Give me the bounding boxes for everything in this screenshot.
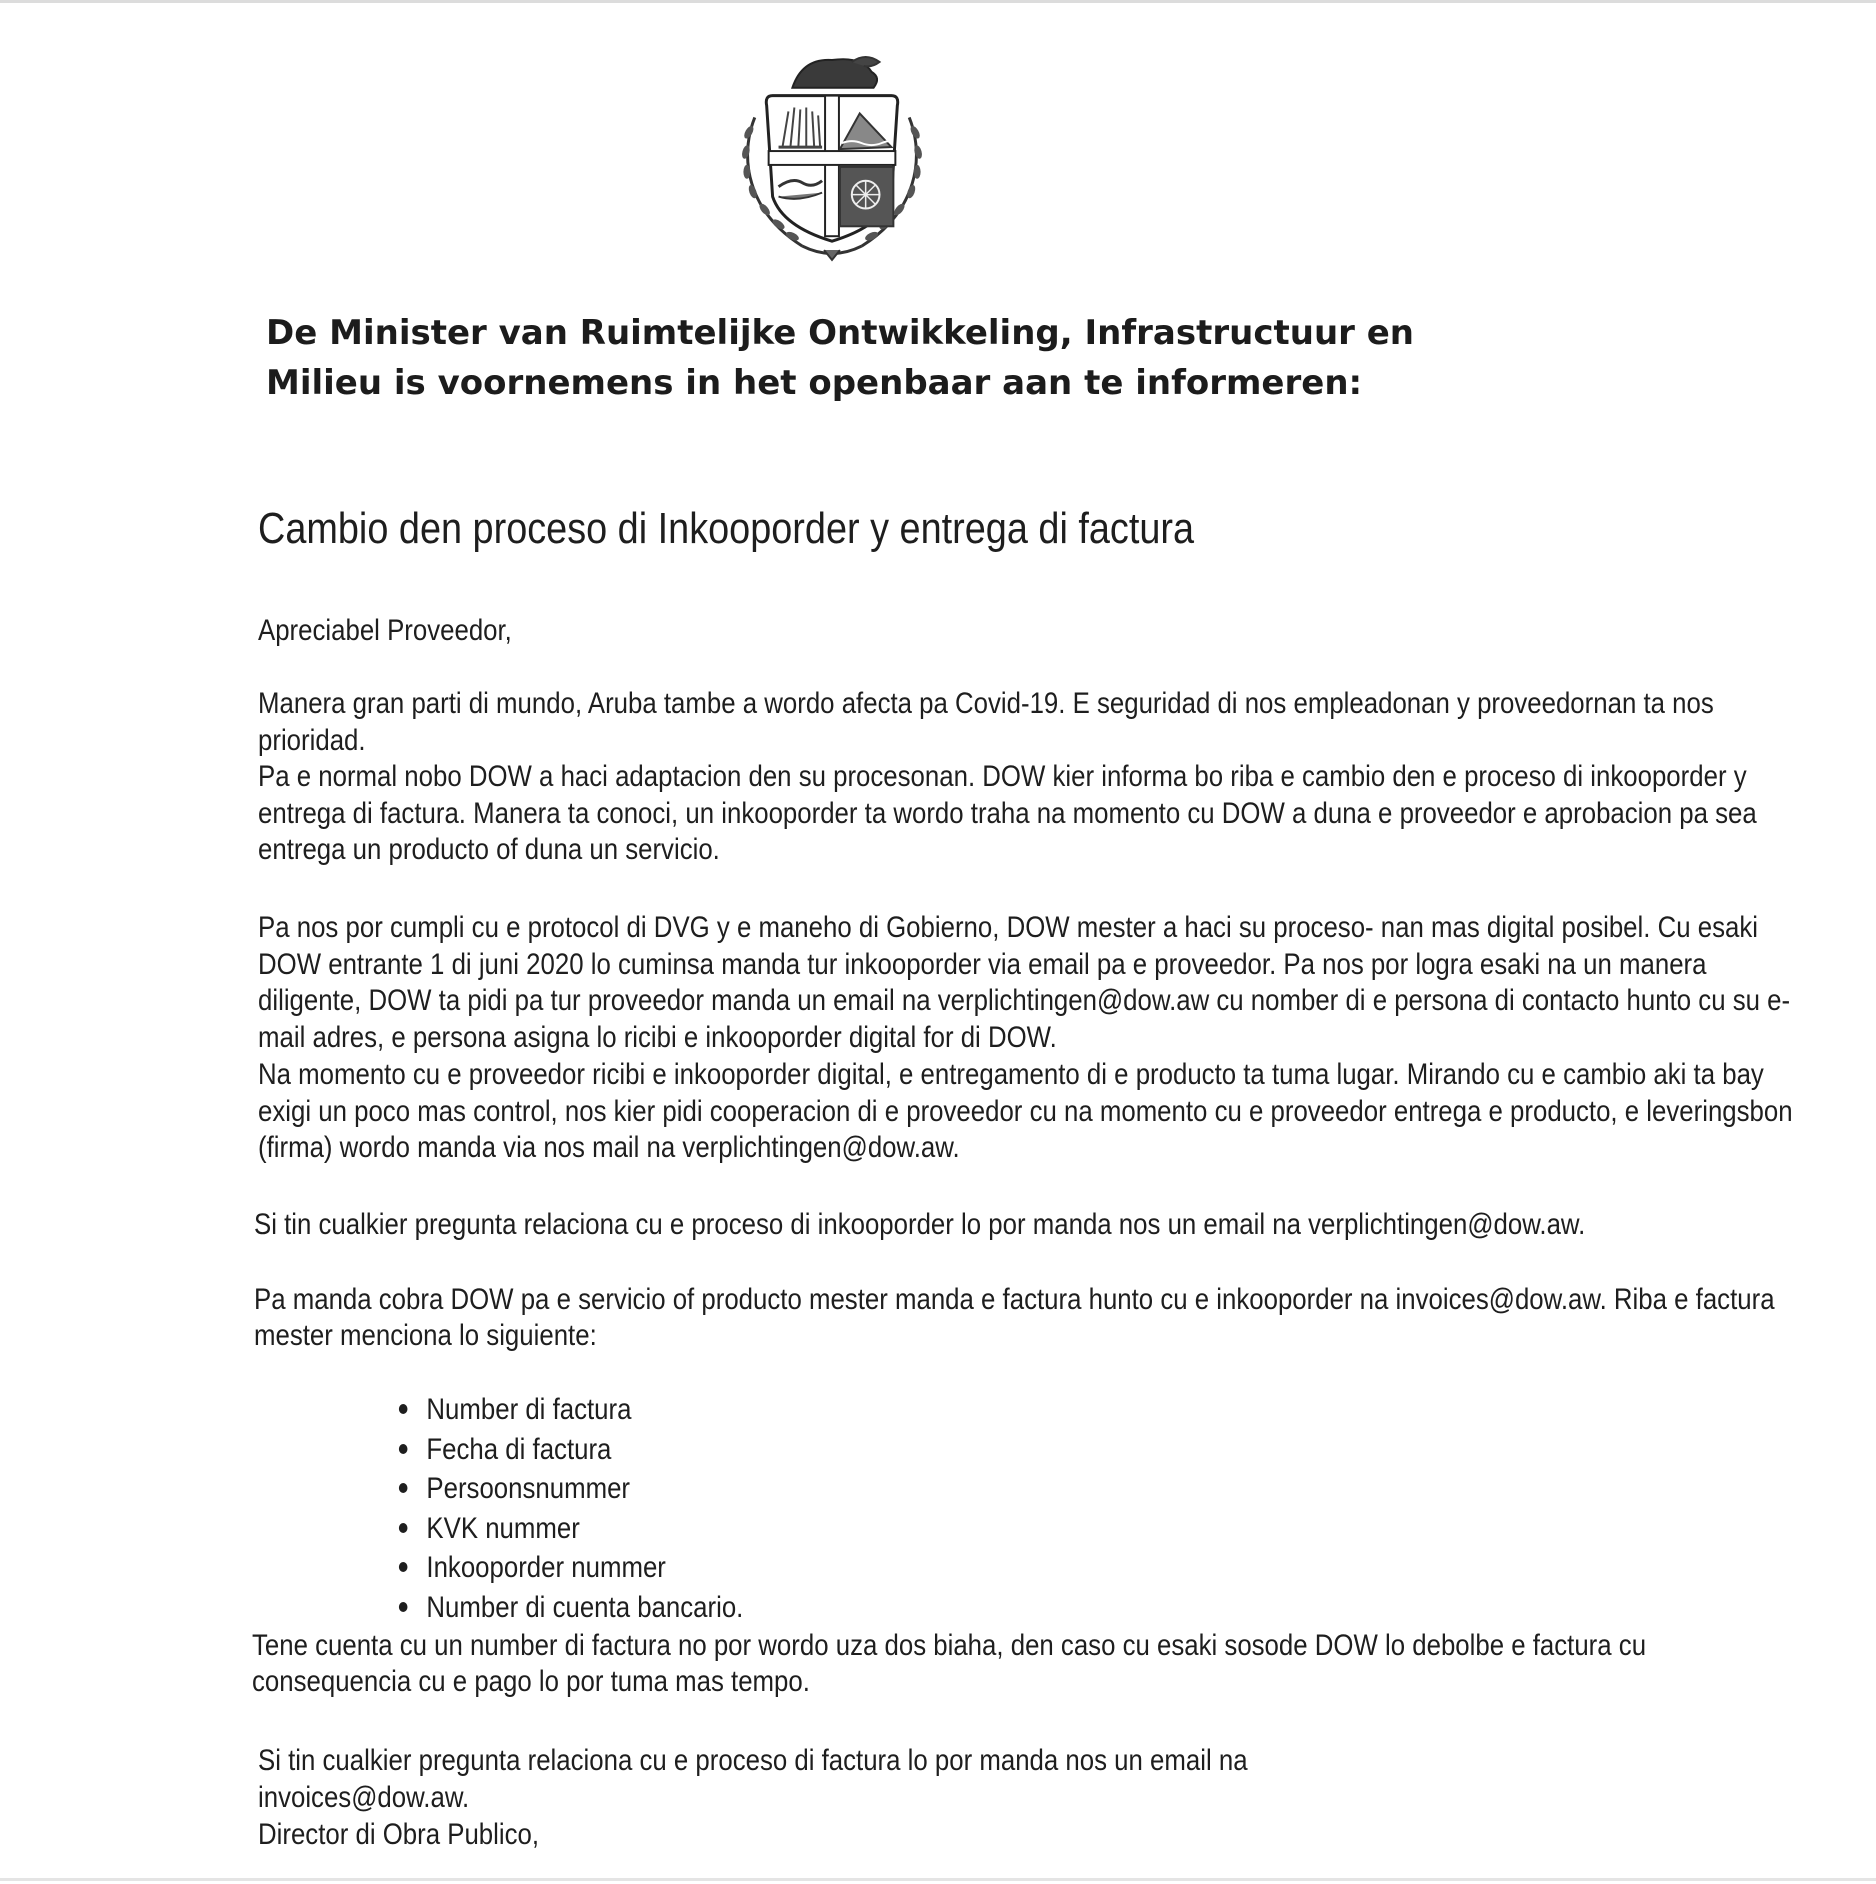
announcement-heading <box>266 308 1506 408</box>
paragraph-inkooporder-questions <box>254 1206 1585 1244</box>
text-line: mail adres, e persona asigna lo ricibi e inkooporder digital for di DOW. <box>258 1021 1057 1055</box>
list-item: Fecha di factura <box>392 1430 743 1470</box>
scan-edge-top <box>0 0 1876 3</box>
aruba-coat-of-arms-icon <box>733 48 931 266</box>
list-item: Number di factura <box>392 1390 743 1430</box>
text-line: diligente, DOW ta pidi pa tur proveedor manda un email na verplichtingen@dow.aw cu nomber di e persona di contacto hunto cu su e- <box>258 984 1791 1018</box>
text-line: entrega un producto of duna un servicio. <box>258 833 720 867</box>
text-line: Manera gran parti di mundo, Aruba tambe a wordo afecta pa Covid-19. E seguridad di nos empleadonan y proveedornan ta nos <box>258 687 1714 720</box>
text-line: Tene cuenta cu un number di factura no por wordo uza dos biaha, den caso cu esaki sosode DOW lo debolbe e factura cu <box>252 1629 1647 1662</box>
text-line: entrega di factura. Manera ta conoci, un inkooporder ta wordo traha na momento cu DOW a duna e proveedor e aprobacion pa sea <box>258 796 1757 830</box>
paragraph-covid <box>258 686 1757 869</box>
text-line: Na momento cu e proveedor ricibi e inkooporder digital, e entregamento di e producto ta tuma lugar. Mirando cu e cambio aki ta bay <box>258 1057 1764 1091</box>
scan-edge-bottom <box>0 1878 1876 1881</box>
text-line: Si tin cualkier pregunta relaciona cu e proceso di factura lo por manda nos un email na <box>258 1744 1248 1777</box>
heading-line: De Minister van Ruimtelijke Ontwikkeling, Infrastructuur en <box>266 313 1415 353</box>
text-line: (firma) wordo manda via nos mail na verplichtingen@dow.aw. <box>258 1131 960 1165</box>
paragraph-invoice-number-note <box>252 1628 1646 1700</box>
text-line: Si tin cualkier pregunta relaciona cu e proceso di inkooporder lo por manda nos un email na verplichtingen@dow.aw. <box>254 1208 1586 1241</box>
text-line: Pa nos por cumpli cu e protocol di DVG y e maneho di Gobierno, DOW mester a haci su proceso- nan mas digital posibel. Cu esaki <box>258 911 1758 944</box>
paragraph-invoice-instructions <box>254 1282 1775 1354</box>
invoice-requirements-list <box>392 1390 801 1628</box>
text-line: Pa e normal nobo DOW a haci adaptacion den su procesonan. DOW kier informa bo riba e cambio den e proceso di inkooporder y <box>258 760 1747 794</box>
list-item: Persoonsnummer <box>392 1469 743 1509</box>
list-item: Number di cuenta bancario. <box>392 1588 743 1628</box>
list-item: KVK nummer <box>392 1509 743 1549</box>
text-line: Pa manda cobra DOW pa e servicio of producto mester manda e factura hunto cu e inkooporder na invoices@dow.aw. Riba e factura <box>254 1283 1775 1316</box>
text-line: invoices@dow.aw. <box>258 1781 470 1814</box>
paragraph-digital-process <box>258 910 1793 1167</box>
text-line: exigi un poco mas control, nos kier pidi cooperacion di e proveedor cu na momento cu e proveedor entrega e producto, e leveringsbon <box>258 1094 1793 1128</box>
list-item: Inkooporder nummer <box>392 1548 743 1588</box>
letter-title: Cambio den proceso di Inkooporder y entrega di factura <box>258 504 1195 553</box>
signature-line: Director di Obra Publico, <box>258 1818 540 1851</box>
heading-line: Milieu is voornemens in het openbaar aan te informeren: <box>266 363 1363 403</box>
salutation: Apreciabel Proveedor, <box>258 614 512 647</box>
text-line: consequencia cu e pago lo por tuma mas tempo. <box>252 1665 810 1698</box>
text-line: DOW entrante 1 di juni 2020 lo cuminsa manda tur inkooporder via email pa e proveedor. Pa nos por logra esaki na un manera <box>258 947 1707 981</box>
text-line: prioridad. <box>258 723 366 757</box>
paragraph-invoice-questions <box>258 1742 1248 1853</box>
text-line: mester menciona lo siguiente: <box>254 1319 597 1352</box>
